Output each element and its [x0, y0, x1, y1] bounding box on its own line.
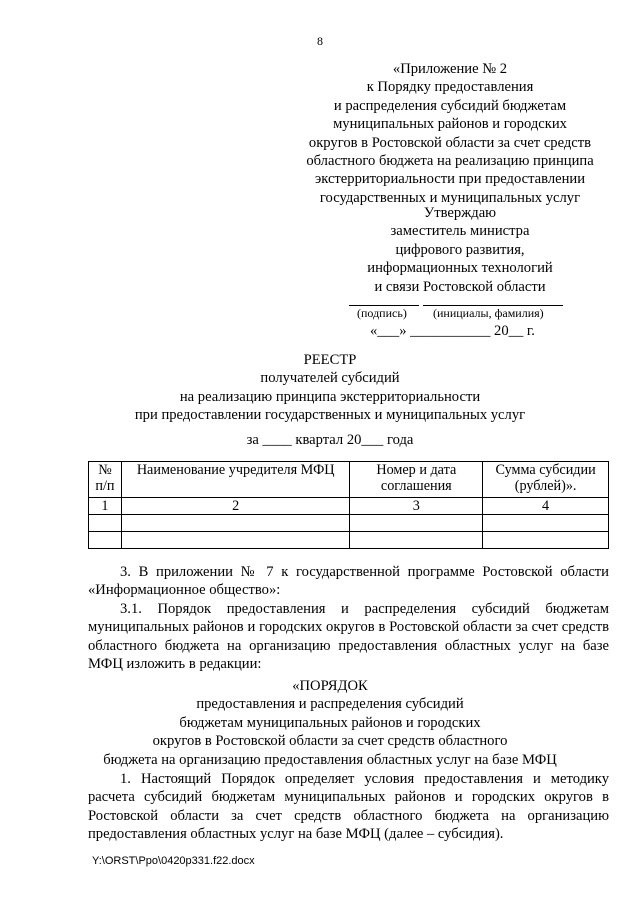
- appendix-header: [300, 60, 600, 207]
- header-number: № п/п: [89, 462, 122, 498]
- column-number: 3: [350, 498, 483, 515]
- table-cell: [121, 532, 349, 549]
- table-header-row: [89, 462, 609, 498]
- table-row: [89, 532, 609, 549]
- name-line: [423, 295, 563, 306]
- order-title-line: бюджетам муниципальных районов и городских: [179, 714, 481, 731]
- appendix-line: областного бюджета на реализацию принципа: [306, 152, 594, 169]
- order-title: [60, 677, 600, 769]
- order-title-line: предоставления и распределения субсидий: [196, 696, 464, 713]
- table-cell: [483, 515, 609, 532]
- appendix-line: муниципальных районов и городских: [333, 116, 567, 133]
- table-cell: [89, 532, 122, 549]
- approval-date: «___» ___________ 20__ г.: [370, 323, 535, 339]
- appendix-line: и распределения субсидий бюджетам: [333, 97, 567, 114]
- header-founder: Наименование учредителя МФЦ: [121, 462, 349, 498]
- appendix-line: «Приложение № 2: [392, 61, 508, 77]
- page-number: 8: [317, 34, 323, 48]
- approval-line: заместитель министра: [390, 223, 530, 240]
- order-title-line: бюджета на организацию предоставления областных услуг на базе МФЦ: [103, 751, 557, 768]
- order-title-line: «ПОРЯДОК: [292, 678, 368, 694]
- table-cell: [121, 515, 349, 532]
- registry-title: [60, 351, 600, 425]
- paragraph-3-1-text: 3.1. Порядок предоставления и распределения субсидий бюджетам муниципальных районов и городских округов в Ростовской области за счет средств областного бюджета на организацию предоставления областных услуг на базе МФЦ изложить в редакции:: [88, 601, 609, 673]
- paragraph-3-text: 3. В приложении № 7 к государственной программе Ростовской области «Информационное общество»:: [88, 564, 609, 599]
- column-number: 2: [121, 498, 349, 515]
- appendix-line: государственных и муниципальных услуг: [319, 189, 581, 206]
- appendix-line: к Порядку предоставления: [366, 79, 534, 96]
- signature-label: (подпись): [357, 306, 407, 320]
- signature-line: [349, 295, 419, 306]
- header-agreement: Номер и дата соглашения: [350, 462, 483, 498]
- title-line: на реализацию принципа экстерриториальности: [179, 388, 481, 405]
- column-number: 1: [89, 498, 122, 515]
- approval-line: информационных технологий: [367, 260, 553, 277]
- title-line: получателей субсидий: [260, 370, 400, 387]
- paragraph-1: [88, 770, 609, 844]
- quarter-line: за ____ квартал 20___ года: [246, 432, 414, 448]
- order-title-line: округов в Ростовской области за счет средств областного: [152, 733, 508, 750]
- appendix-line: округов в Ростовской области за счет средств: [308, 134, 592, 151]
- table-cell: [350, 515, 483, 532]
- paragraph-3: [88, 563, 609, 600]
- column-number: 4: [483, 498, 609, 515]
- paragraph-1-text: 1. Настоящий Порядок определяет условия предоставления и методику расчета субсидий бюджетам муниципальных районов и городских округов в Ростовской области за счет средств областного бюджета на организацию предоставления областных услуг на базе МФЦ (далее – субсидия).: [88, 771, 609, 843]
- registry-table: [88, 461, 609, 549]
- file-path-footer: Y:\ORST\Ppo\0420p331.f22.docx: [92, 855, 255, 867]
- approval-line: и связи Ростовской области: [374, 278, 546, 295]
- paragraph-3-1: [88, 600, 609, 674]
- table-cell: [89, 515, 122, 532]
- appendix-line: экстерриториальности при предоставлении: [314, 171, 586, 188]
- approval-block: [330, 204, 590, 296]
- header-amount: Сумма субсидии (рублей)».: [483, 462, 609, 498]
- approval-line: Утверждаю: [423, 205, 497, 221]
- table-row: [89, 515, 609, 532]
- table-cell: [350, 532, 483, 549]
- title-line: при предоставлении государственных и муниципальных услуг: [134, 407, 526, 424]
- name-label: (инициалы, фамилия): [433, 306, 544, 320]
- title-line: РЕЕСТР: [303, 352, 357, 368]
- table-cell: [483, 532, 609, 549]
- approval-line: цифрового развития,: [395, 241, 525, 258]
- table-row: [89, 498, 609, 515]
